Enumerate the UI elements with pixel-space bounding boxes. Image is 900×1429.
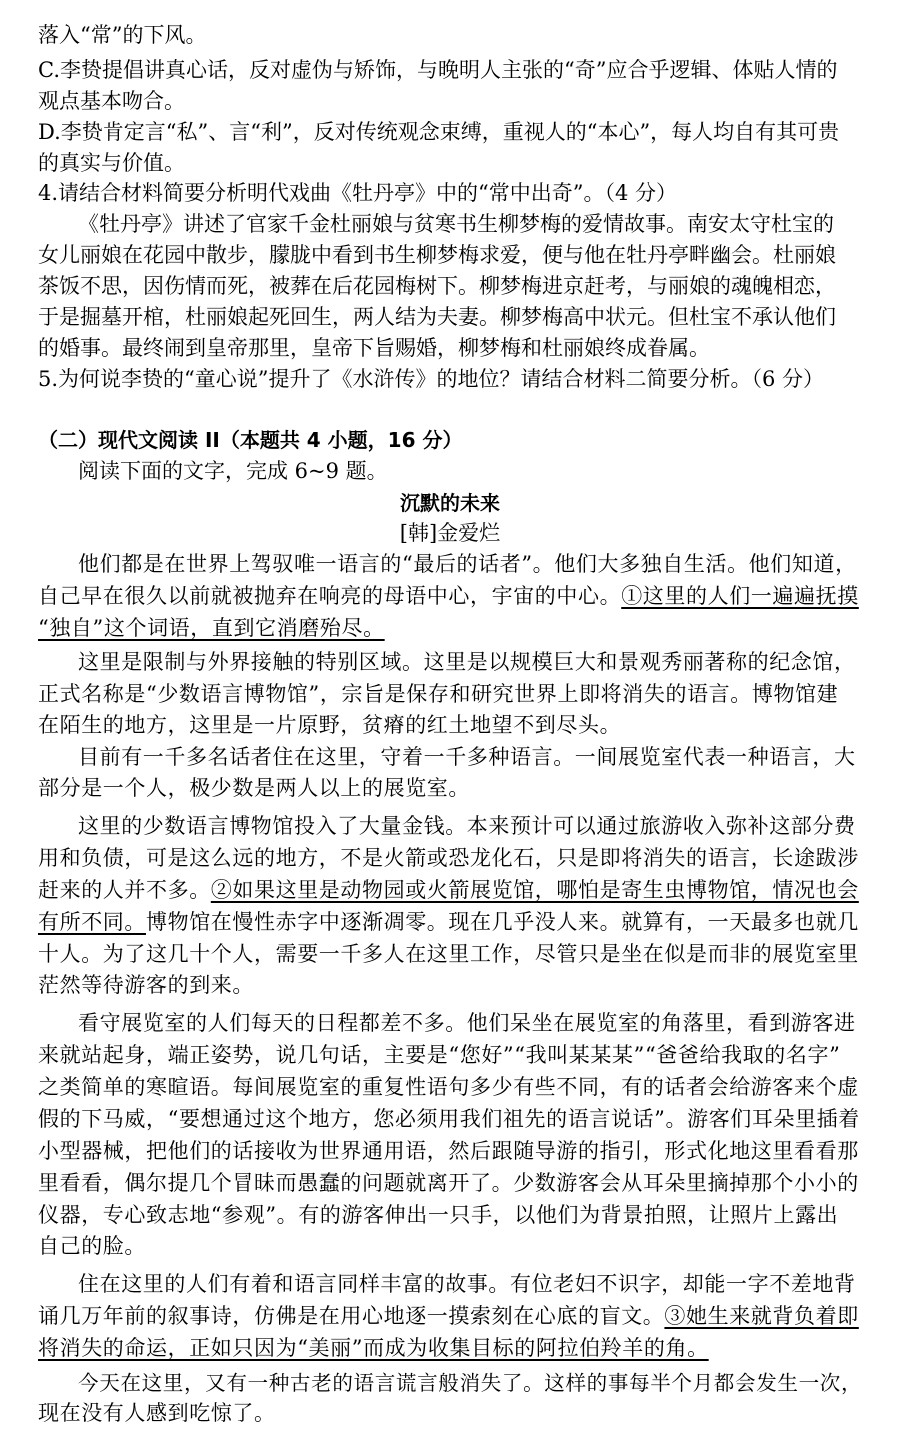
underlined-sentence-2: ②如果这里是动物园或火箭展览馆，哪怕是寄生虫博物馆，情况也会 — [210, 878, 859, 902]
section-heading: （二）现代文阅读 II（本题共 4 小题，16 分） — [38, 428, 463, 452]
story-line — [38, 613, 385, 643]
material-line: 女儿丽娘在花园中散步，朦胧中看到书生柳梦梅求爱，便与他在牡丹亭畔幽会。杜丽娘 — [38, 243, 836, 267]
story-line: 仪器，专心致志地“参观”。有的游客伸出一只手，以他们为背景拍照，让照片上露出 — [38, 1203, 839, 1227]
text-line: 的真实与价值。 — [38, 151, 185, 175]
story-line: 今天在这里，又有一种古老的语言谎言般消失了。这样的事每半个月都会发生一次， — [78, 1371, 863, 1395]
story-line: 小型器械，把他们的话接收为世界通用语，然后跟随导游的指引，形式化地这里看看那 — [38, 1139, 859, 1163]
text-line: 落入“常”的下风。 — [38, 23, 207, 47]
plain-text: 赶来的人并不多。 — [38, 878, 211, 902]
story-line — [38, 1333, 709, 1363]
story-line: 之类简单的寒暄语。每间展览室的重复性语句多少有些不同，有的话者会给游客来个虚 — [38, 1075, 859, 1099]
material-line: 《牡丹亭》讲述了官家千金杜丽娘与贫寒书生柳梦梅的爱情故事。南安太守杜宝的 — [78, 212, 834, 236]
plain-text: 博物馆在慢性赤字中逐渐凋零。现在几乎没人来。就算有，一天最多也就几 — [146, 910, 859, 934]
story-line: 茫然等待游客的到来。 — [38, 973, 254, 997]
underlined-sentence-2: 有所不同。 — [38, 910, 146, 934]
story-line: 部分是一个人，极少数是两人以上的展览室。 — [38, 776, 470, 800]
story-line: 十人。为了这几十个人，需要一千多人在这里工作，尽管只是坐在似是而非的展览室里 — [38, 942, 859, 966]
plain-text: 诵几万年前的叙事诗，仿佛是在用心地逐一摸索刻在心底的盲文。 — [38, 1304, 665, 1328]
story-title: 沉默的未来 — [400, 491, 500, 515]
story-author: [韩]金爱烂 — [399, 521, 501, 545]
underlined-sentence-1: “独自”这个词语，直到它消磨殆尽。 — [38, 616, 385, 640]
question-4: 4.请结合材料简要分析明代戏曲《牡丹亭》中的“常中出奇”。（4 分） — [38, 181, 678, 205]
option-c: C.李贽提倡讲真心话，反对虚伪与矫饰，与晚明人主张的“奇”应合乎逻辑、体贴人情的 — [38, 58, 838, 82]
story-line: 来就站起身，端正姿势，说几句话，主要是“您好”“我叫某某某”“爸爸给我取的名字” — [38, 1043, 841, 1067]
underlined-sentence-1: ①这里的人们一遍遍抚摸 — [621, 584, 859, 608]
plain-text: 自己早在很久以前就被抛弃在响亮的母语中心，宇宙的中心。 — [38, 584, 622, 608]
story-line: 自己的脸。 — [38, 1234, 146, 1258]
material-line: 的婚事。最终闹到皇帝那里，皇帝下旨赐婚，柳梦梅和杜丽娘终成眷属。 — [38, 336, 710, 360]
material-line: 于是掘墓开棺，杜丽娘起死回生，两人结为夫妻。柳梦梅高中状元。但杜宝不承认他们 — [38, 305, 836, 329]
material-line: 茶饭不思，因伤情而死，被葬在后花园梅树下。柳梦梅进京赶考，与丽娘的魂魄相恋， — [38, 274, 836, 298]
story-line: 这里的少数语言博物馆投入了大量金钱。本来预计可以通过旅游收入弥补这部分费 — [78, 814, 856, 838]
story-line: 正式名称是“少数语言博物馆”，宗旨是保存和研究世界上即将消失的语言。博物馆建 — [38, 682, 839, 706]
story-line — [38, 907, 859, 937]
story-line: 用和负债，可是这么远的地方，不是火箭或恐龙化石，只是即将消失的语言，长途跋涉 — [38, 846, 859, 870]
option-d: D.李贽肯定言“私”、言“利”，反对传统观念束缚，重视人的“本心”，每人均自有其可贵 — [38, 120, 840, 144]
story-line: 在陌生的地方，这里是一片原野，贫瘠的红土地望不到尽头。 — [38, 713, 622, 737]
underlined-sentence-3: 将消失的命运，正如只因为“美丽”而成为收集目标的阿拉伯羚羊的角。 — [38, 1336, 709, 1360]
story-line: 现在没有人感到吃惊了。 — [38, 1401, 276, 1425]
story-line — [38, 1301, 859, 1331]
story-line — [38, 581, 859, 611]
story-line — [38, 875, 859, 905]
section-instruction: 阅读下面的文字，完成 6~9 题。 — [78, 459, 388, 483]
story-line: 他们都是在世界上驾驭唯一语言的“最后的话者”。他们大多独自生活。他们知道， — [78, 552, 857, 576]
story-line: 看守展览室的人们每天的日程都差不多。他们呆坐在展览室的角落里，看到游客进 — [78, 1011, 856, 1035]
story-line: 住在这里的人们有着和语言同样丰富的故事。有位老妇不识字，却能一字不差地背 — [78, 1272, 856, 1296]
story-line: 这里是限制与外界接触的特别区域。这里是以规模巨大和景观秀丽著称的纪念馆， — [78, 650, 856, 674]
story-line: 假的下马威，“要想通过这个地方，您必须用我们祖先的语言说话”。游客们耳朵里插着 — [38, 1107, 860, 1131]
story-line: 目前有一千多名话者住在这里，守着一千多种语言。一间展览室代表一种语言，大 — [78, 745, 856, 769]
story-line: 里看看，偶尔提几个冒昧而愚蠢的问题就离开了。少数游客会从耳朵里摘掉那个小小的 — [38, 1171, 859, 1195]
text-line: 观点基本吻合。 — [38, 89, 185, 113]
question-5: 5.为何说李贽的“童心说”提升了《水浒传》的地位？请结合材料二简要分析。（6 分） — [38, 367, 825, 391]
underlined-sentence-3: ③她生来就背负着即 — [664, 1304, 859, 1328]
